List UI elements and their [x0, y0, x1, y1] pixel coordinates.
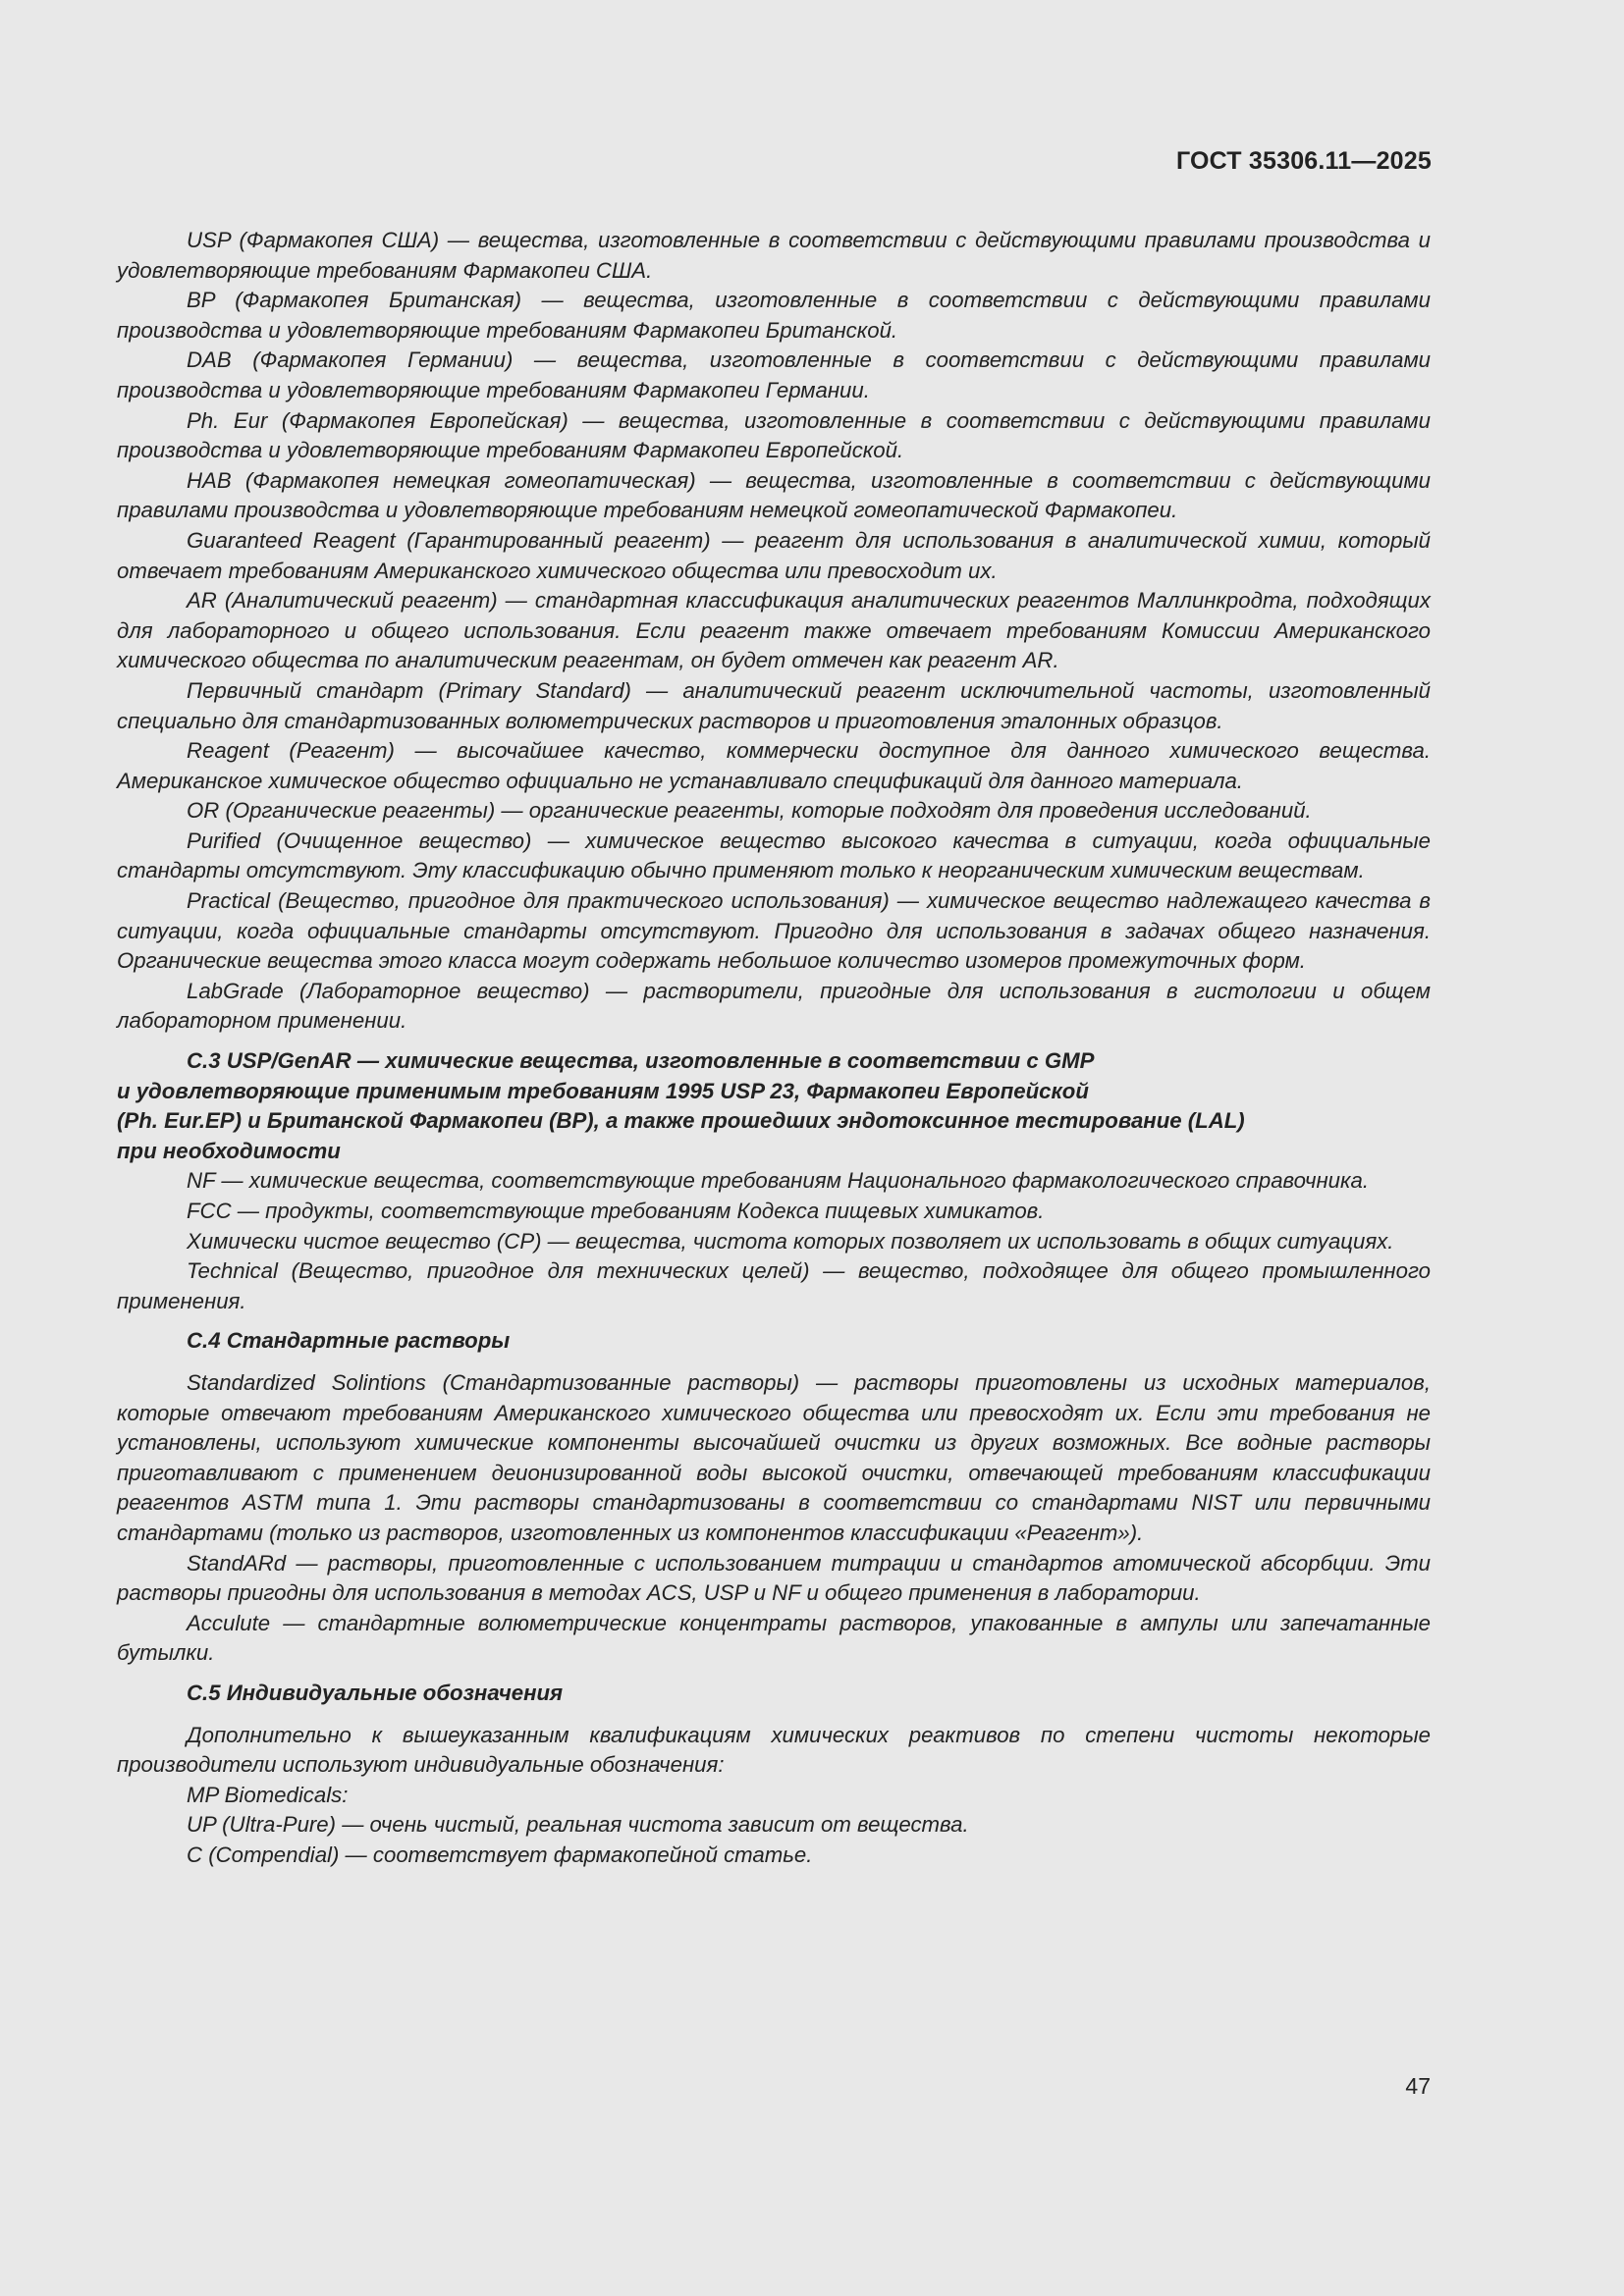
paragraph-ph-eur: Ph. Eur (Фармакопея Европейская) — вещества, изготовленные в соответствии с действующими правилами производства и удовлетворяющие требованиям Фармакопеи Европейской.: [117, 407, 1431, 463]
paragraph-primary-standard: Первичный стандарт (Primary Standard) — аналитический реагент исключительной частоты, изготовленный специально для стандартизованных волюметрических растворов и приготовления эталонных образцов.: [117, 677, 1431, 733]
paragraph-mp-biomedicals: MP Biomedicals:: [187, 1782, 349, 1807]
paragraph-hab: HAB (Фармакопея немецкая гомеопатическая) — вещества, изготовленные в соответствии с действующими правилами производства и удовлетворяющие требованиям немецкой гомеопатической Фармакопеи.: [117, 467, 1431, 523]
spacer: [117, 1357, 1431, 1368]
paragraph-up: UP (Ultra-Pure) — очень чистый, реальная чистота зависит от вещества.: [187, 1812, 969, 1838]
paragraph-individual-designations: Дополнительно к вышеуказанным квалификациям химических реактивов по степени чистоты некоторые производители используют индивидуальные обозначения:: [117, 1722, 1431, 1778]
paragraph-compendial: C (Compendial) — соответствует фармакопейной статье.: [187, 1842, 813, 1867]
paragraph-purified: Purified (Очищенное вещество) — химическое вещество высокого качества в ситуации, когда официальные стандарты отсутствуют. Эту классификацию обычно применяют только к неорганическим химическим веществам.: [117, 828, 1431, 883]
paragraph-standardized-solutions: Standardized Solintions (Стандартизованные растворы) — растворы приготовлены из исходных материалов, которые отвечают требованиям Американского химического общества или превосходят их. Если эти требования не установлены, используют химические компоненты высочайшей очистки из других возможных. Все водные растворы приготавливают с применением деионизированной воды высокой очистки, отвечающей требованиям классификации реагентов ASTM типа 1. Эти растворы стандартизованы в соответствии со стандартами NIST или первичными стандартами (только из растворов, изготовленных из компонентов классификации «Реагент»).: [117, 1369, 1431, 1545]
paragraph-acculute: Acculute — стандартные волюметрические концентраты растворов, упакованные в ампулы или запечатанные бутылки.: [117, 1610, 1431, 1666]
paragraph-nf: NF — химические вещества, соответствующие требованиям Национального фармакологического справочника.: [187, 1168, 1369, 1194]
spacer: [117, 1316, 1431, 1326]
section-c3-heading: [117, 1046, 1431, 1166]
document-code-header: ГОСТ 35306.11—2025: [1175, 147, 1432, 175]
paragraph-usp: USP (Фармакопея США) — вещества, изготовленные в соответствии с действующими правилами производства и удовлетворяющие требованиям Фармакопеи США.: [117, 228, 1431, 283]
document-body: [117, 226, 1431, 1870]
paragraph-reagent: Reagent (Реагент) — высочайшее качество, коммерчески доступное для данного химического вещества. Американское химическое общество официально не устанавливало спецификаций для данного материала.: [117, 738, 1431, 793]
spacer: [117, 1669, 1431, 1679]
paragraph-or: OR (Органические реагенты) — органические реагенты, которые подходят для проведения исследований.: [187, 798, 1312, 824]
section-heading-line: и удовлетворяющие применимым требованиям 1995 USP 23, Фармакопеи Европейской: [117, 1078, 1089, 1103]
paragraph-ar: AR (Аналитический реагент) — стандартная классификация аналитических реагентов Маллинкродта, подходящих для лабораторного и общего использования. Если реагент также отвечает требованиям Комиссии Американского химического общества по аналитическим реагентам, он будет отмечен как реагент AR.: [117, 588, 1431, 673]
paragraph-technical: Technical (Вещество, пригодное для технических целей) — вещество, подходящее для общего промышленного применения.: [117, 1258, 1431, 1313]
section-c4-heading: С.4 Стандартные растворы: [187, 1328, 511, 1354]
page-number: 47: [1405, 2073, 1431, 2099]
section-heading-line: (Ph. Eur.EP) и Британской Фармакопеи (BP), а также прошедших эндотоксинное тестирование (LAL): [117, 1108, 1245, 1134]
paragraph-bp: BP (Фармакопея Британская) — вещества, изготовленные в соответствии с действующими правилами производства и удовлетворяющие требованиям Фармакопеи Британской.: [117, 288, 1431, 343]
section-heading-line: при необходимости: [117, 1138, 341, 1163]
section-heading-line: С.3 USP/GenAR — химические вещества, изготовленные в соответствии с GMP: [187, 1048, 1095, 1074]
paragraph-dab: DAB (Фармакопея Германии) — вещества, изготовленные в соответствии с действующими правилами производства и удовлетворяющие требованиям Фармакопеи Германии.: [117, 347, 1431, 402]
paragraph-fcc: FCC — продукты, соответствующие требованиям Кодекса пищевых химикатов.: [187, 1199, 1045, 1223]
paragraph-cp: Химически чистое вещество (CP) — вещества, чистота которых позволяет их использовать в общих ситуациях.: [187, 1228, 1394, 1254]
paragraph-guaranteed-reagent: Guaranteed Reagent (Гарантированный реагент) — реагент для использования в аналитической химии, который отвечает требованиям Американского химического общества или превосходит их.: [117, 527, 1431, 583]
paragraph-labgrade: LabGrade (Лабораторное вещество) — растворители, пригодные для использования в гистологии и общем лабораторном применении.: [117, 978, 1431, 1034]
paragraph-practical: Practical (Вещество, пригодное для практического использования) — химическое вещество надлежащего качества в ситуации, когда официальные стандарты отсутствуют. Пригодно для использования в задачах общего назначения. Органические вещества этого класса могут содержать небольшое количество изомеров промежуточных форм.: [117, 888, 1431, 974]
spacer: [117, 1709, 1431, 1721]
paragraph-standard: StandARd — растворы, приготовленные с использованием титрации и стандартов атомической абсорбции. Эти растворы пригодны для использования в методах ACS, USP и NF и общего применения в лаборатории.: [117, 1550, 1431, 1606]
section-c5-heading: С.5 Индивидуальные обозначения: [187, 1680, 564, 1705]
spacer: [117, 1037, 1431, 1046]
